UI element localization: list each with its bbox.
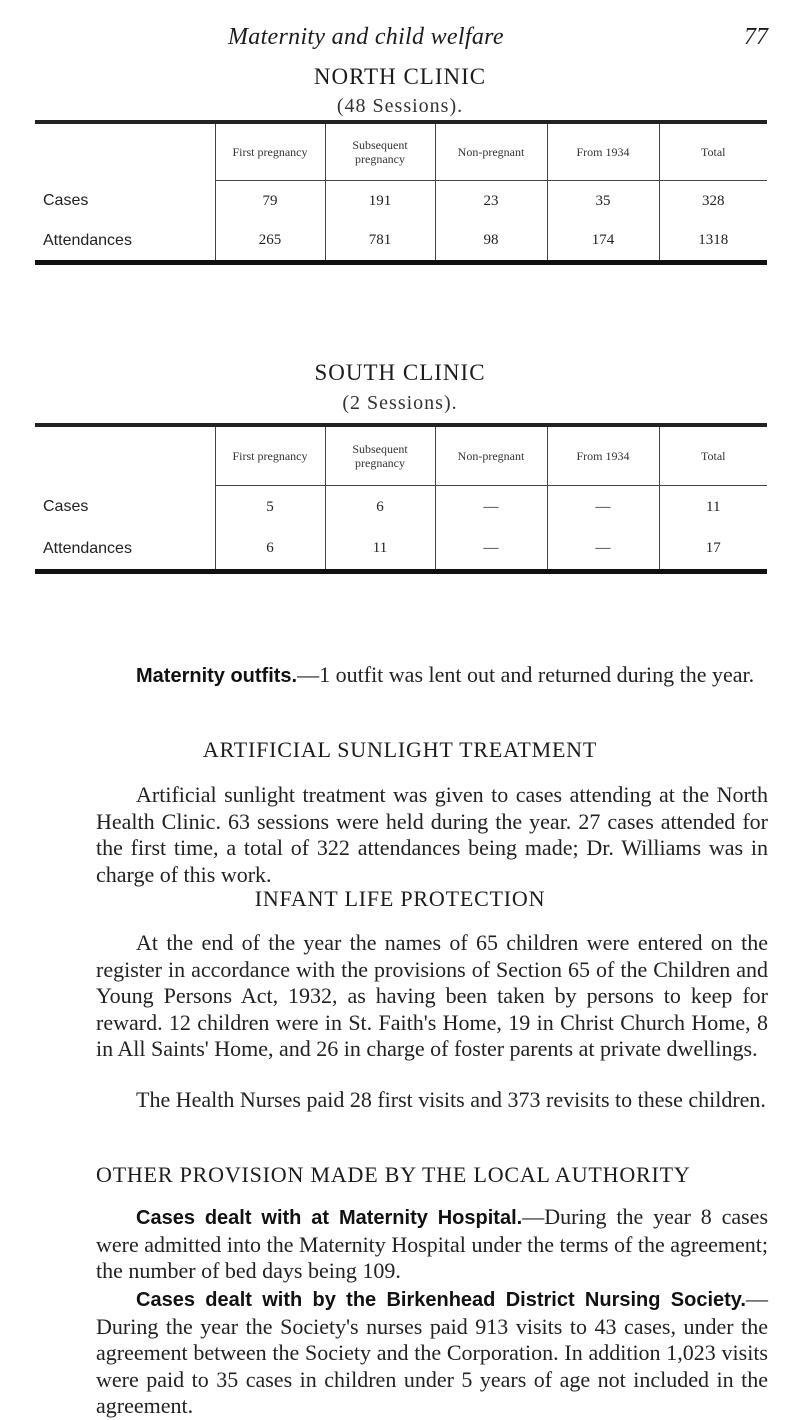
col-header: Subsequent pregnancy xyxy=(325,427,435,485)
other-provision-heading: OTHER PROVISION MADE BY THE LOCAL AUTHORITY xyxy=(96,1162,691,1187)
south-clinic-sessions: (2 Sessions). xyxy=(342,392,458,414)
nursing-text: — During the year the Society's nurses paid 913 visits to 43 cases, under the agreement between the Society and the Corporation. In addition 1,023 visits were paid to 35 cases in children under 5 years of age not included in the agreement. xyxy=(96,1286,768,1418)
south-clinic-heading: SOUTH CLINIC xyxy=(314,360,486,385)
page-number: 77 xyxy=(744,24,768,50)
row-label: Attendances xyxy=(35,529,215,571)
infant-life-paragraph-2: The Health Nurses paid 28 first visits and 373 revisits to these children. xyxy=(136,1087,766,1112)
infant-life-paragraph-1: At the end of the year the names of 65 children were entered on the register in accordance with the provisions of Section 65 of the Children and Young Persons Act, 1932, as having been taken by persons to keep for reward. 12 children were in St. Faith's Home, 19 in Christ Church Home, 8 in All Saints' Home, and 26 in charge of foster parents at private dwellings. xyxy=(96,930,768,1061)
col-header: Total xyxy=(659,427,767,485)
running-title: Maternity and child welfare xyxy=(228,24,504,50)
table-row xyxy=(35,180,767,222)
maternity-outfits-lead: Maternity outfits. xyxy=(136,665,298,687)
maternity-outfits-paragraph xyxy=(96,662,768,690)
col-header: First pregnancy xyxy=(215,124,325,180)
table-cell: 1318 xyxy=(659,222,767,262)
table-row xyxy=(35,529,767,571)
table-cell: 11 xyxy=(325,529,435,571)
col-header: Total xyxy=(659,124,767,180)
maternity-outfits-text: —1 outfit was lent out and returned during the year. xyxy=(297,662,755,687)
table-cell: 6 xyxy=(215,529,325,571)
table-cell: 35 xyxy=(547,180,659,222)
north-clinic-table xyxy=(35,120,767,265)
table-cell: 17 xyxy=(659,529,767,571)
hospital-lead: Cases dealt with at Maternity Hospital. xyxy=(136,1207,523,1229)
table-cell: 6 xyxy=(325,485,435,529)
infant-life-heading: INFANT LIFE PROTECTION xyxy=(254,886,546,911)
col-header: Subsequent pregnancy xyxy=(325,124,435,180)
row-label: Attendances xyxy=(35,222,215,262)
table-cell: — xyxy=(547,485,659,529)
nursing-paragraph xyxy=(96,1286,768,1420)
table-cell: 191 xyxy=(325,180,435,222)
col-header: First pregnancy xyxy=(215,427,325,485)
table-cell: 328 xyxy=(659,180,767,222)
table-row xyxy=(35,222,767,262)
col-header: From 1934 xyxy=(547,427,659,485)
table-cell: 98 xyxy=(435,222,547,262)
table-cell: — xyxy=(435,529,547,571)
table-cell: 781 xyxy=(325,222,435,262)
table-cell: 23 xyxy=(435,180,547,222)
row-label: Cases xyxy=(43,498,89,515)
table-cell: 79 xyxy=(215,180,325,222)
table-cell: 11 xyxy=(659,485,767,529)
north-clinic-heading: NORTH CLINIC xyxy=(313,64,487,89)
table-cell: 174 xyxy=(547,222,659,262)
table-row xyxy=(35,485,767,529)
hospital-text: —During the year 8 cases were admitted into the Maternity Hospital under the terms of the agreement; the number of bed days being 109. xyxy=(96,1204,769,1283)
south-clinic-table xyxy=(35,423,767,574)
table-cell: 265 xyxy=(215,222,325,262)
row-label: Cases xyxy=(43,192,89,209)
col-header: From 1934 xyxy=(547,124,659,180)
table-cell: — xyxy=(547,529,659,571)
table-cell: — xyxy=(435,485,547,529)
col-header: Non-pregnant xyxy=(435,124,547,180)
sunlight-heading: ARTIFICIAL SUNLIGHT TREATMENT xyxy=(202,737,598,762)
running-head xyxy=(228,24,768,54)
north-clinic-sessions: (48 Sessions). xyxy=(336,95,464,117)
hospital-paragraph xyxy=(96,1204,768,1285)
nursing-lead: Cases dealt with by the Birkenhead District Nursing Society. xyxy=(136,1289,746,1311)
col-header: Non-pregnant xyxy=(435,427,547,485)
sunlight-paragraph: Artificial sunlight treatment was given to cases attending at the North Health Clinic. 63 sessions were held during the year. 27 cases attended for the first time, a total of 322 attendances being made; Dr. Williams was in charge of this work. xyxy=(96,782,768,887)
table-cell: 5 xyxy=(215,485,325,529)
